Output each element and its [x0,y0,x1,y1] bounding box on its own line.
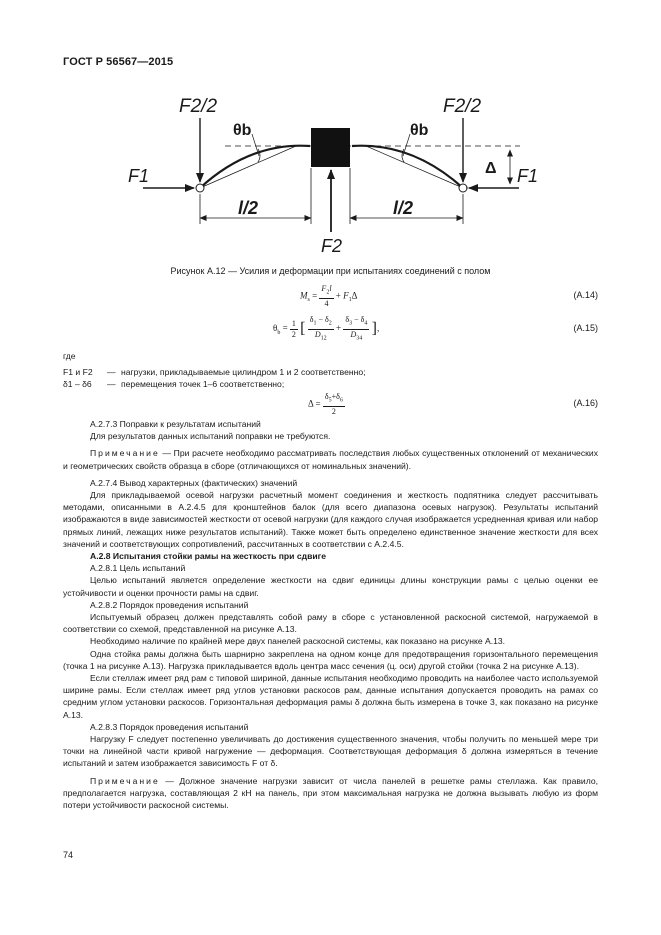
formula-a15-number: (А.15) [573,323,598,333]
note-1-text: — При расчете необходимо рассматривать последствия любых существенных отклонений от механических и геометрических свойств образца в сборе (отличающихся от номинальных значений). [63,448,598,471]
note-2-label: Примечание [90,775,160,786]
label-f2-bottom: F2 [321,236,343,256]
para-a273: Для результатов данных испытаний поправки не требуются. [90,431,331,442]
para-a283: Нагрузку F следует постепенно увеличивать до достижения существенного значения, чтобы получить по меньшей мере три точки на линейной части кривой нагружение — деформация. Соответствующая деформация δ должна измеряться в течение испытаний и затем изображается зависимость F от δ. [63,734,598,769]
pin-left [196,184,204,192]
section-a281: А.2.8.1 Цель испытаний [90,563,186,574]
label-f1-left: F1 [128,166,150,186]
formula-a14: $M_s$ = $\frac{F_2l}{4}$ + $F_1\Delta$ (А.14) [300,284,598,308]
para-a282-3: Одна стойка рамы должна быть шарнирно закреплена на одном конце для предотвращения горизонтального перемещения (точка 1 на рисунке А.13). Нагрузка прикладывается вдоль центра масс сечения (ц. оси) другой стойки (точка 2 на рисунке А.13). [63,648,598,671]
label-f1-right: F1 [517,166,539,186]
formula-a16: Δ = $\frac{\delta_5+\delta_6}{2}$ (А.16) [308,392,598,416]
def1-symbol: F1 и F2 [63,367,93,378]
section-a283: А.2.8.3 Порядок проведения испытаний [90,721,249,732]
label-f2-half-left: F2/2 [179,96,218,117]
note-1 [63,447,598,471]
section-a28: А.2.8 Испытания стойки рамы на жесткость при сдвиге [90,551,327,562]
section-a282: А.2.8.2 Порядок проведения испытаний [90,599,249,610]
central-block [311,128,350,167]
formula-a16-number: (А.16) [573,398,598,408]
beam-right [352,146,463,188]
section-a273: А.2.7.3 Поправки к результатам испытаний [90,419,261,429]
pin-right [459,184,467,192]
figure-caption: Рисунок А.12 — Усилия и деформации при испытаниях соединений с полом [170,266,491,276]
definitions: где F1 и F2 — нагрузки, прикладываемые цилиндром 1 и 2 соответственно; δ1 – δ6 — перемещения точек 1–6 соответственно; [63,350,598,391]
def2-symbol: δ1 – δ6 [63,379,92,390]
def1-text: нагрузки, прикладываемые цилиндром 1 и 2 соответственно; [121,367,366,378]
para-a274: Для прикладываемой осевой нагрузки расчетный момент соединения и жесткость подпятника следует рассчитывать методами, описанными в А.2.4.5 для кронштейнов балок (для всего диапазона осевых нагрузок). Результаты испытаний изображаются в виде зависимостей жесткости от осевой нагрузки (для каждого случая изображается усредненная кривая или набор прямых линий, лежащих ниже результатов испытаний). Также может быть определено единственное значение жесткости для всех значений и соответствующих сопротивлений, рассчитанных в соответствии с А.2.4.5. [63,490,598,549]
para-a282-4: Если стеллаж имеет ряд рам с типовой шириной, данные испытания необходимо проводить на наиболее часто используемой ширине рамы. Если стеллаж имеет ряд углов установки раскосов рам, данные испытания допускается проводить на рамах со средним углом установки раскосов. Горизонтальная деформация рамы δ должна быть измерена в точке 3, как показано на рисунке А.13. [63,673,598,720]
where-label: где [63,351,76,361]
label-delta: Δ [485,160,497,177]
para-a281: Целью испытаний является определение жесткости на сдвиг единицы длины конструкции рамы с целью оценки ее устойчивости и оценки прочности рамы на сдвиг. [63,575,598,598]
page-number: 74 [63,850,74,860]
section-a274: А.2.7.4 Вывод характерных (фактических) значений [90,477,298,488]
para-a282-1: Испытуемый образец должен представлять собой раму в сборе с установленной раскосной системой, нагружаемой в соответствии со схемой, представленной на рисунке А.13. [63,612,598,635]
body-text [63,418,598,811]
tangent-left [200,146,296,188]
label-theta-right: θb [410,122,429,139]
para-a282-2: Необходимо наличие по крайней мере двух панелей раскосной системы, как показано на рисунке А.13. [90,636,506,647]
page-header: ГОСТ Р 56567—2015 [63,56,174,68]
figure-a12 [0,0,661,265]
tangent-right [366,146,463,188]
formula-a14-number: (А.14) [573,290,598,300]
beam-left [200,146,310,188]
label-l-half-left: l/2 [238,198,259,218]
label-f2-half-right: F2/2 [443,96,482,117]
formula-a15: $\theta_b$ = $\frac{1}{2}$ [ $\frac{\delta_1 - \delta_2}{D_{12}}$ + $\frac{\delta_3 - \delta_4}{D_{34}}$ ], (А.15) [273,315,598,342]
label-l-half-right: l/2 [393,198,414,218]
note-2-text: — Должное значение нагрузки зависит от числа панелей в решетке рамы стеллажа. Как правило, предполагается нагрузка, составляющая 2 кН на панель, при этом максимальная нагрузка не должна вызывать любую из форм потери устойчивости раскосной системы. [63,775,598,811]
label-theta-left: θb [233,122,252,139]
def2-text: перемещения точек 1–6 соответственно; [121,379,285,390]
note-1-label: Примечание [90,448,160,459]
note-2 [63,775,598,812]
